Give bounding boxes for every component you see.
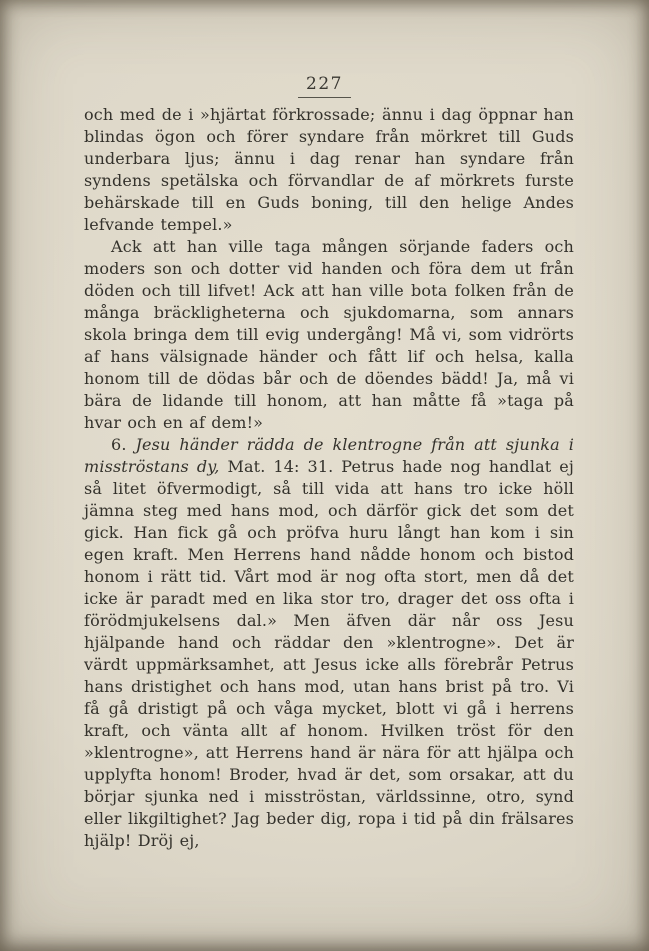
paragraph: Ack att han ville taga mången sörjande faders och moders son och dotter vid handen och föra dem ut från döden och till lifvet! Ack att han ville bota folken från de många bräckligheterna och sjukdomarna, som annars skola bringa dem till evig undergång! Må vi, som vidrörts af hans välsignade händer och fått lif och helsa, kalla honom till de dödas bår och de döendes bädd! Ja, må vi bära de lidande till honom, att han måtte få »taga på hvar och en af dem!» <box>84 237 574 432</box>
section-heading-italic: Jesu händer rädda de klentrogne från att sjunka i misströstans dy, <box>84 435 574 476</box>
page-header <box>0 74 649 98</box>
section-number: 6. <box>111 435 136 454</box>
paragraph-continuation: och med de i »hjärtat förkrossade; ännu i dag öppnar han blindas ögon och förer syndare från mörkret till Guds underbara ljus; ännu i dag renar han syndare från syndens spetälska och förvandlar de af mörkrets furste behärskade till en Guds boning, till den helige Andes lefvande tempel.» <box>84 105 574 234</box>
page-text <box>84 104 574 852</box>
section-body: Mat. 14: 31. Petrus hade nog handlat ej så litet öfvermodigt, så till vida att hans tro icke höll jämna steg med hans mod, och därför gick det som det gick. Han fick gå och pröfva huru långt han kom i sin egen kraft. Men Herrens hand nådde honom och bistod honom i rätt tid. Vårt mod är nog ofta stort, men då det icke är paradt med en lika stor tro, drager det oss ofta i förödmjukelsens dal.» Men äfven där når oss Jesu hjälpande hand och räddar den »klentrogne». Det är värdt uppmärksamhet, att Jesus icke alls förebrår Petrus hans dristighet och hans mod, utan hans brist på tro. Vi få gå dristigt på och våga mycket, blott vi gå i herrens kraft, och vänta allt af honom. Hvilken tröst för den »klentrogne», att Herrens hand är nära för att hjälpa och upplyfta honom! Broder, hvad är det, som orsakar, att du börjar sjunka ned i misströstan, världssinne, otro, synd eller likgiltighet? Jag beder dig, ropa i tid på din frälsares hjälp! Dröj ej, <box>84 457 574 850</box>
paragraph-section-6 <box>84 434 574 852</box>
page-number: 227 <box>298 74 351 98</box>
